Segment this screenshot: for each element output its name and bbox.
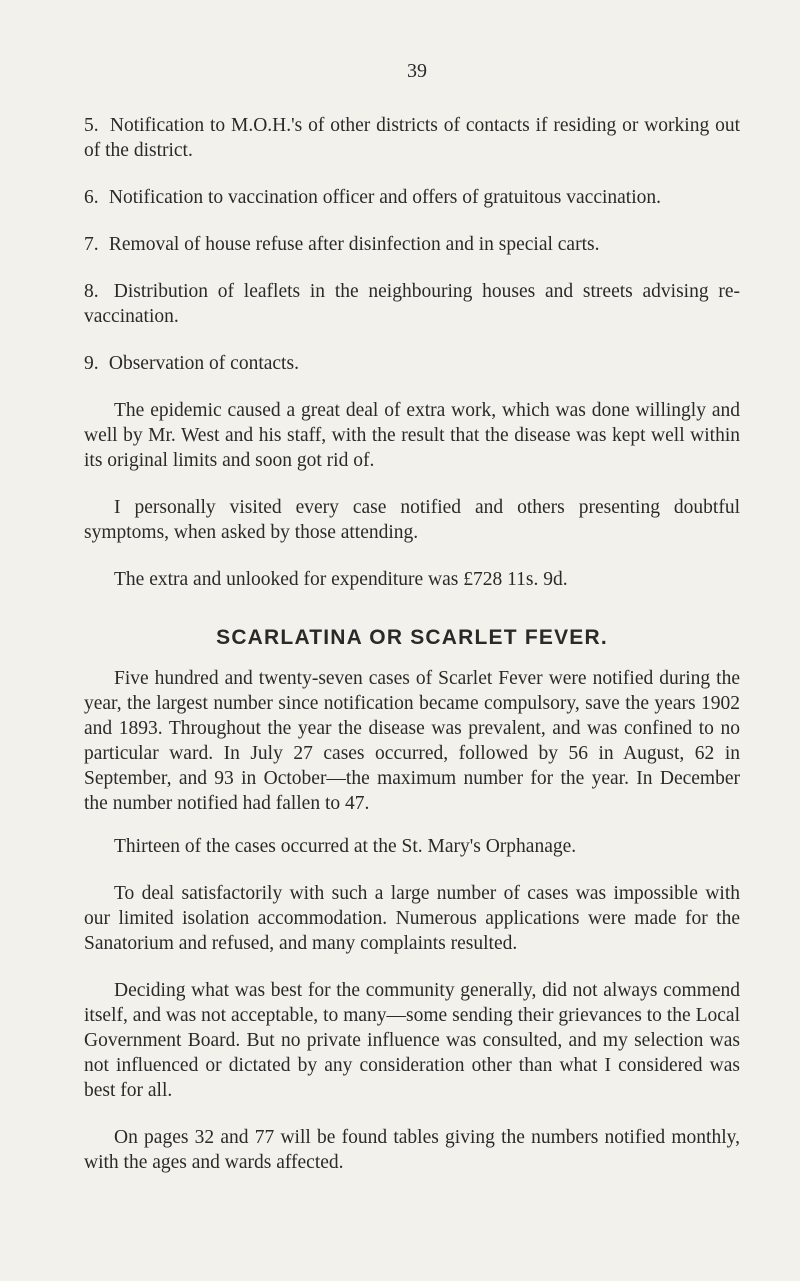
- list-item: [84, 113, 740, 163]
- paragraph-case-counts: Five hundred and twenty-seven cases of Scarlet Fever were notified during the year, the largest number since notification became compulsory, save the years 1902 and 1893. Throughout the year the disease was prevalent, and was confined to no particular ward. In July 27 cases occurred, followed by 56 in August, 62 in September, and 93 in October—the maximum number for the year. In December the number notified had fallen to 47.: [84, 668, 740, 814]
- list-item: [84, 232, 740, 257]
- list-item: [84, 351, 740, 376]
- list-text: Observation of contacts.: [108, 353, 299, 374]
- list-number: 8.: [84, 281, 99, 302]
- list-item: [84, 279, 740, 329]
- list-text: Distribution of leaflets in the neighbouring houses and streets advising re-vaccination.: [84, 281, 740, 327]
- list-number: 9.: [84, 353, 99, 374]
- list-number: 6.: [84, 187, 99, 208]
- list-text: Notification to vaccination officer and offers of gratuitous vaccination.: [108, 187, 662, 208]
- paragraph-community: Deciding what was best for the community generally, did not always commend itself, and was not acceptable, to many—some sending their grievances to the Local Government Board. But no private influence was consulted, and my selection was not influenced or dictated by any consideration other than what I considered was best for all.: [84, 980, 740, 1101]
- list-number: 7.: [84, 234, 99, 255]
- list-item: [84, 185, 740, 210]
- list-text: Removal of house refuse after disinfection and in special carts.: [108, 234, 600, 255]
- paragraph-expenditure: The extra and unlooked for expenditure was £728 11s. 9d.: [114, 569, 568, 590]
- section-heading: SCARLATINA OR SCARLET FEVER.: [216, 626, 608, 649]
- paragraph-isolation: To deal satisfactorily with such a large number of cases was impossible with our limited isolation accommodation. Numerous applications were made for the Sanatorium and refused, and many complaints resulted.: [84, 883, 740, 954]
- page-number: 39: [407, 60, 427, 82]
- list-number: 5.: [84, 115, 99, 136]
- paragraph-orphanage: Thirteen of the cases occurred at the St. Mary's Orphanage.: [114, 836, 577, 857]
- paragraph-tables-reference: On pages 32 and 77 will be found tables giving the numbers notified monthly, with the ages and wards affected.: [84, 1127, 740, 1173]
- document-page: [84, 60, 740, 1197]
- list-text: Notification to M.O.H.'s of other districts of contacts if residing or working out of the district.: [84, 115, 741, 161]
- paragraph-personal-visits: I personally visited every case notified and others presenting doubtful symptoms, when asked by those attending.: [84, 497, 740, 543]
- paragraph-epidemic-work: The epidemic caused a great deal of extra work, which was done willingly and well by Mr. West and his staff, with the result that the disease was kept well within its original limits and soon got rid of.: [84, 400, 740, 471]
